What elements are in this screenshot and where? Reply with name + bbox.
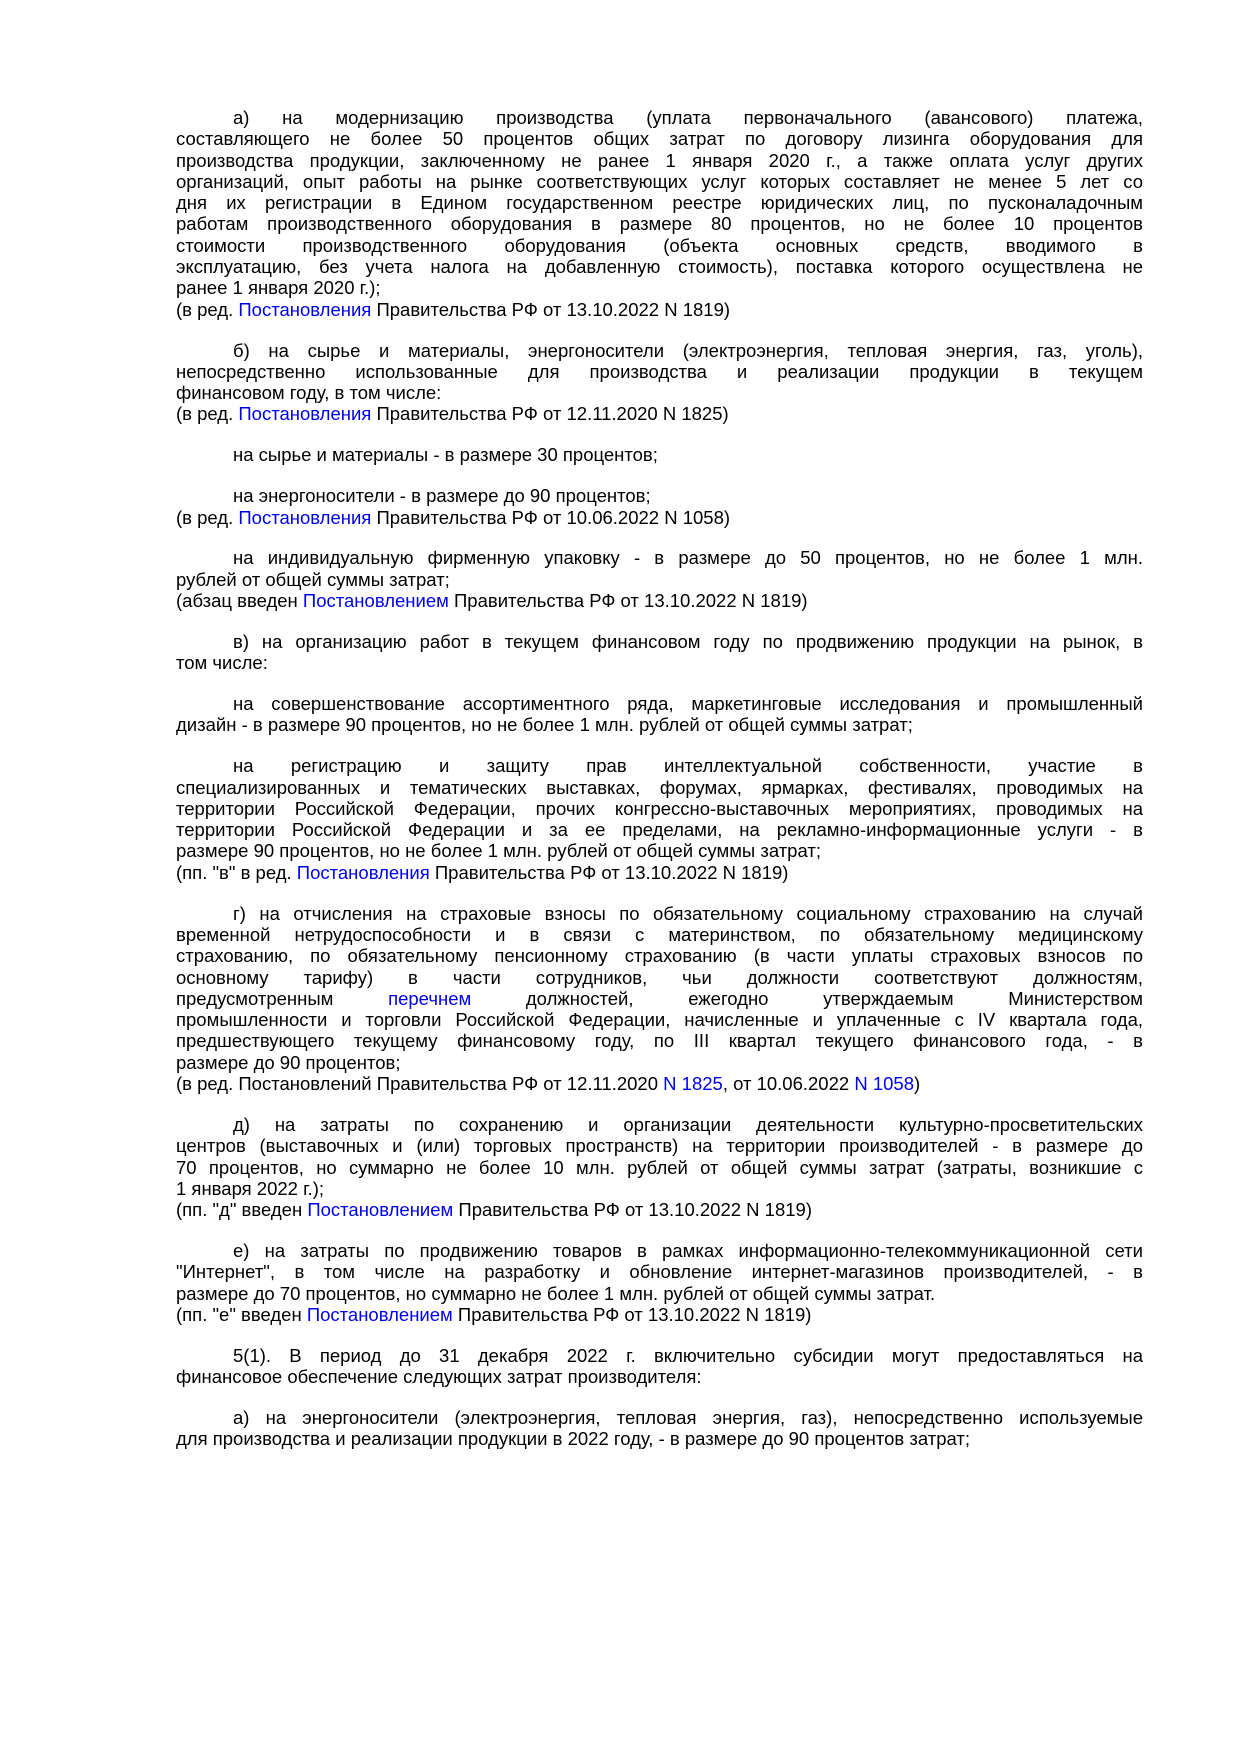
text-segment: ) (913, 1073, 921, 1095)
paragraph-line (176, 235, 1143, 256)
paragraph-line (176, 192, 1143, 213)
paragraph-line (176, 340, 1143, 361)
paragraph-line (176, 777, 1143, 798)
text-segment: Правительства РФ от 13.10.2022 N 1819) (371, 298, 731, 320)
text-segment: ранее 1 января 2020 г.); (176, 277, 381, 299)
paragraph (176, 1407, 1143, 1450)
paragraph-line (176, 1178, 1143, 1199)
text-segment: г) на отчисления на страховые взносы по обязательному социальному страхованию на случай (233, 902, 1143, 924)
text-segment: предшествующего текущему финансовому году, по III квартал текущего финансового года, - в (176, 1030, 1143, 1052)
paragraph-line (176, 150, 1143, 171)
document-link[interactable]: N 1825 (663, 1073, 723, 1095)
text-segment: (в ред. (176, 506, 239, 528)
paragraph-line (176, 945, 1143, 966)
paragraph-line (176, 1030, 1143, 1051)
paragraph-line (176, 652, 1143, 673)
paragraph (176, 1345, 1143, 1388)
paragraph-line (176, 1114, 1143, 1135)
text-segment: , от 10.06.2022 (722, 1073, 855, 1095)
text-segment: б) на сырье и материалы, энергоносители (электроэнергия, тепловая энергия, газ, уголь), (233, 339, 1143, 361)
text-segment: на сырье и материалы - в размере 30 процентов; (233, 444, 658, 466)
text-segment: составляющего не более 50 процентов общих затрат по договору лизинга оборудования для (176, 128, 1143, 150)
text-segment: промышленности и торговли Российской Федерации, начисленные и уплаченные с IV квартала года, (176, 1009, 1143, 1031)
amendment-note (176, 590, 1143, 611)
paragraph-line (176, 1407, 1143, 1428)
text-segment: должностей, ежегодно утверждаемым Министерством (471, 987, 1143, 1009)
paragraph-line (176, 128, 1143, 149)
amendment-note (176, 1199, 1143, 1220)
paragraph-line (176, 819, 1143, 840)
paragraph (176, 755, 1143, 883)
paragraph-line (176, 1009, 1143, 1030)
paragraph-line (176, 171, 1143, 192)
document-link[interactable]: Постановления (296, 861, 430, 883)
text-segment: (пп. "в" в ред. (176, 861, 297, 883)
text-segment: работам производственного оборудования в размере 80 процентов, но не более 10 процентов (176, 213, 1143, 235)
text-segment: 5(1). В период до 31 декабря 2022 г. включительно субсидии могут предоставляться на (233, 1344, 1143, 1366)
paragraph-line (176, 988, 1143, 1009)
document-link[interactable]: Постановлением (306, 1303, 453, 1325)
paragraph-line (176, 798, 1143, 819)
paragraph-line (176, 256, 1143, 277)
paragraph (176, 340, 1143, 425)
amendment-note (176, 403, 1143, 424)
document-link[interactable]: Постановления (238, 403, 372, 425)
paragraph-line (176, 1366, 1143, 1387)
paragraph-line (176, 924, 1143, 945)
text-segment: территории Российской Федерации, прочих конгрессно-выставочных мероприятиях, проводимых на (176, 797, 1143, 819)
paragraph-line (176, 361, 1143, 382)
text-segment: непосредственно использованные для производства и реализации продукции в текущем (176, 360, 1143, 382)
text-segment: финансовом году, в том числе: (176, 382, 442, 404)
paragraph (176, 903, 1143, 1095)
paragraph-line (176, 1052, 1143, 1073)
document-link[interactable]: Постановлением (307, 1199, 454, 1221)
paragraph-line (176, 1283, 1143, 1304)
text-segment: финансовое обеспечение следующих затрат производителя: (176, 1366, 702, 1388)
text-segment: размере 90 процентов, но не более 1 млн. рублей от общей суммы затрат; (176, 840, 821, 862)
amendment-note (176, 1073, 1143, 1094)
text-segment: дизайн - в размере 90 процентов, но не более 1 млн. рублей от общей суммы затрат; (176, 714, 913, 736)
paragraph (176, 1114, 1143, 1220)
paragraph-line (176, 840, 1143, 861)
document-link[interactable]: N 1058 (854, 1073, 914, 1095)
text-segment: эксплуатацию, без учета налога на добавленную стоимость), поставка которого осуществлена не (176, 256, 1143, 278)
text-segment: специализированных и тематических выставках, форумах, ярмарках, фестивалях, проводимых на (176, 776, 1143, 798)
text-segment: Правительства РФ от 10.06.2022 N 1058) (371, 506, 731, 528)
paragraph-line (176, 1261, 1143, 1282)
paragraph-line (176, 569, 1143, 590)
paragraph-line (176, 1157, 1143, 1178)
document-link[interactable]: перечнем (388, 987, 472, 1009)
text-segment: (в ред. Постановлений Правительства РФ от 12.11.2020 (176, 1073, 664, 1095)
paragraph-line (176, 714, 1143, 735)
text-segment: а) на энергоносители (электроэнергия, тепловая энергия, газ), непосредственно используемые (233, 1406, 1143, 1428)
paragraph-line (176, 755, 1143, 776)
paragraph-line (176, 693, 1143, 714)
text-segment: размере до 90 процентов; (176, 1051, 401, 1073)
paragraph-line (176, 967, 1143, 988)
paragraph-line (176, 1135, 1143, 1156)
text-segment: страхованию, по обязательному пенсионному страхованию (в части уплаты страховых взносов по (176, 945, 1143, 967)
text-segment: 1 января 2022 г.); (176, 1177, 325, 1199)
document-page (176, 107, 1143, 1469)
paragraph (176, 1240, 1143, 1325)
paragraph-line (176, 444, 1143, 465)
text-segment: на энергоносители - в размере до 90 процентов; (233, 485, 651, 507)
text-segment: территории Российской Федерации и за ее пределами, на рекламно-информационные услуги - в (176, 819, 1143, 841)
text-segment: организаций, опыт работы на рынке соответствующих услуг которых составляет не менее 5 лет со (176, 170, 1143, 192)
paragraph (176, 107, 1143, 320)
paragraph-line (176, 485, 1143, 506)
paragraph (176, 631, 1143, 674)
document-link[interactable]: Постановлением (302, 590, 449, 612)
text-segment: дня их регистрации в Едином государственном реестре юридических лиц, по пусконаладочным (176, 192, 1143, 214)
text-segment: "Интернет", в том числе на разработку и обновление интернет-магазинов производителей, - в (176, 1261, 1143, 1283)
text-segment: (абзац введен (176, 590, 303, 612)
paragraph-line (176, 107, 1143, 128)
text-segment: Правительства РФ от 13.10.2022 N 1819) (448, 590, 808, 612)
text-segment: том числе: (176, 652, 268, 674)
text-segment: временной нетрудоспособности и в связи с материнством, по обязательному медицинскому (176, 923, 1143, 945)
text-segment: Правительства РФ от 12.11.2020 N 1825) (371, 403, 729, 425)
paragraph-line (176, 213, 1143, 234)
text-segment: д) на затраты по сохранению и организации деятельности культурно-просветительских (233, 1113, 1143, 1135)
text-segment: на индивидуальную фирменную упаковку - в размере до 50 процентов, но не более 1 млн. (233, 547, 1143, 569)
text-segment: в) на организацию работ в текущем финансовом году по продвижению продукции на рынок, в (233, 630, 1143, 652)
text-segment: Правительства РФ от 13.10.2022 N 1819) (429, 861, 789, 883)
text-segment: для производства и реализации продукции в 2022 году, - в размере до 90 процентов затрат; (176, 1428, 970, 1450)
text-segment: на совершенствование ассортиментного ряда, маркетинговые исследования и промышленный (233, 693, 1143, 715)
text-segment: е) на затраты по продвижению товаров в рамках информационно-телекоммуникационной сети (233, 1240, 1143, 1261)
text-segment: Правительства РФ от 13.10.2022 N 1819) (452, 1303, 812, 1325)
paragraph-line (176, 1428, 1143, 1449)
amendment-note (176, 862, 1143, 883)
paragraph-line (176, 547, 1143, 568)
text-segment: (пп. "д" введен (176, 1199, 308, 1221)
text-segment: основному тарифу) в части сотрудников, чьи должности соответствуют должностям, (176, 966, 1143, 988)
text-segment: (в ред. (176, 298, 239, 320)
document-link[interactable]: Постановления (238, 298, 372, 320)
text-segment: а) на модернизацию производства (уплата первоначального (авансового) платежа, (233, 107, 1143, 128)
text-segment: на регистрацию и защиту прав интеллектуальной собственности, участие в (233, 755, 1143, 777)
text-segment: предусмотренным (176, 987, 389, 1009)
paragraph (176, 693, 1143, 736)
text-segment: Правительства РФ от 13.10.2022 N 1819) (453, 1199, 812, 1221)
text-segment: (пп. "е" введен (176, 1303, 307, 1325)
paragraph-line (176, 277, 1143, 298)
text-segment: стоимости производственного оборудования (объекта основных средств, вводимого в (176, 234, 1143, 256)
paragraph-line (176, 1345, 1143, 1366)
paragraph-line (176, 1240, 1143, 1261)
paragraph (176, 547, 1143, 611)
text-segment: центров (выставочных и (или) торговых пространств) на территории производителей - в размере до (176, 1135, 1143, 1157)
paragraph (176, 485, 1143, 528)
document-link[interactable]: Постановления (238, 506, 372, 528)
text-segment: рублей от общей суммы затрат; (176, 568, 450, 590)
text-segment: производства продукции, заключенному не ранее 1 января 2020 г., а также оплата услуг других (176, 149, 1143, 171)
paragraph-line (176, 631, 1143, 652)
text-segment: размере до 70 процентов, но суммарно не более 1 млн. рублей от общей суммы затрат. (176, 1282, 936, 1304)
amendment-note (176, 507, 1143, 528)
text-segment: (в ред. (176, 403, 239, 425)
amendment-note (176, 1304, 1143, 1325)
text-segment: 70 процентов, но суммарно не более 10 млн. рублей от общей суммы затрат (затраты, возникшие с (176, 1156, 1143, 1178)
paragraph-line (176, 903, 1143, 924)
amendment-note (176, 299, 1143, 320)
paragraph (176, 444, 1143, 465)
paragraph-line (176, 382, 1143, 403)
